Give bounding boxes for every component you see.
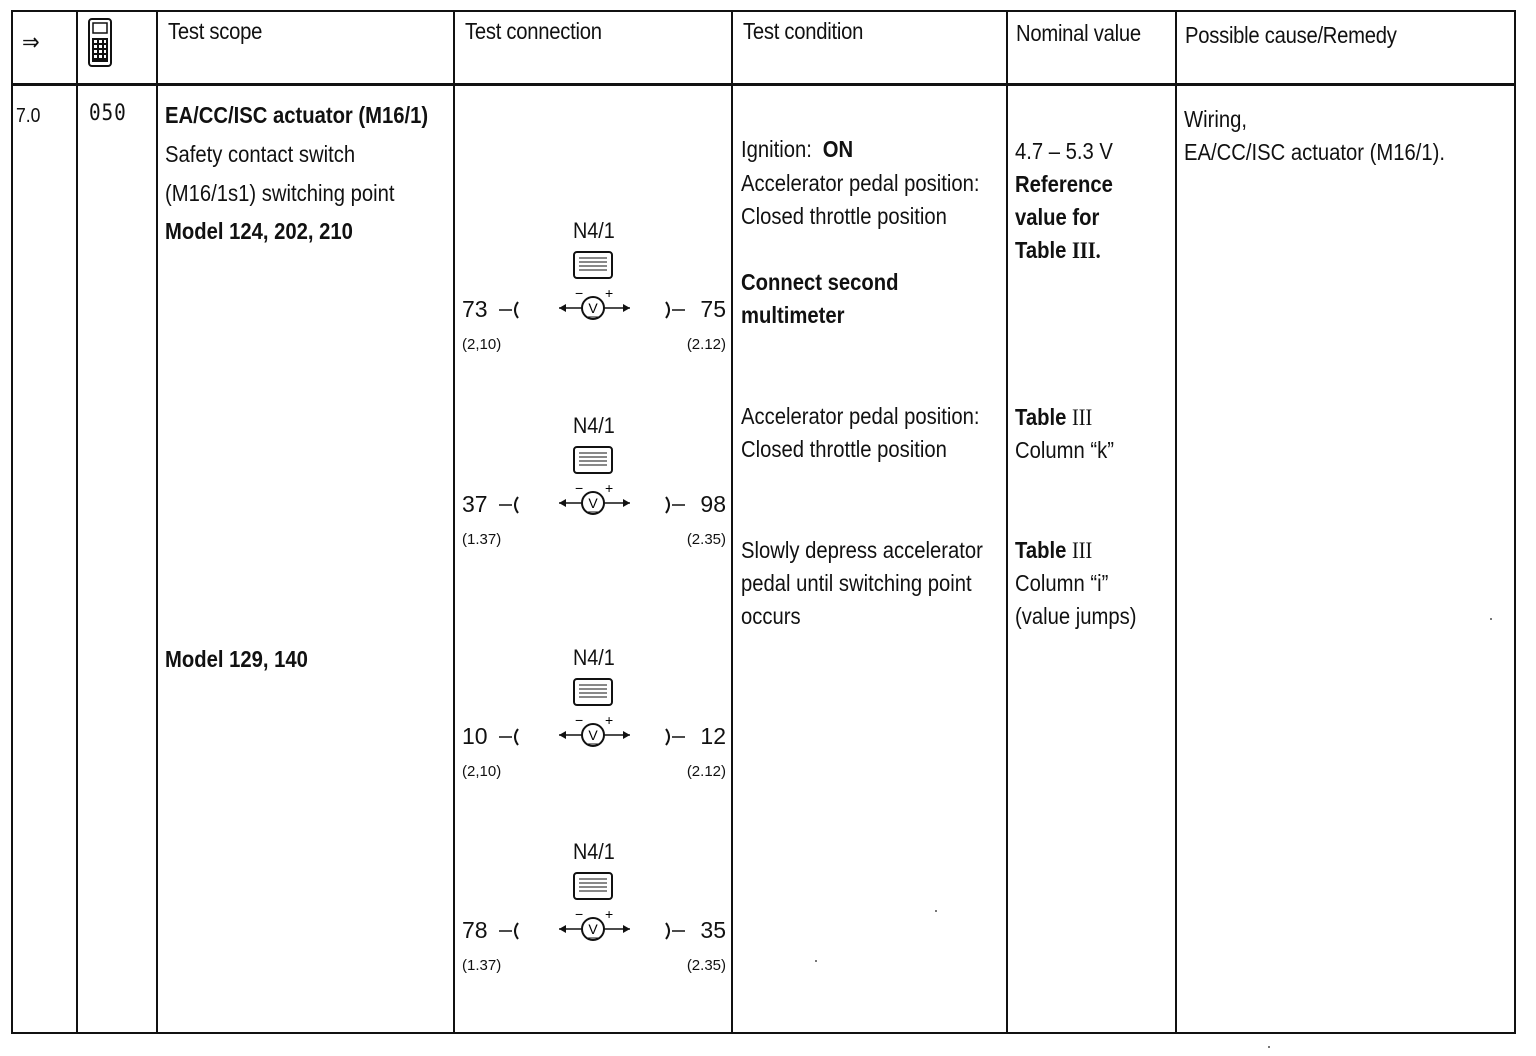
tester-code: 050 [89, 101, 127, 126]
scan-speck [815, 960, 817, 962]
left-pin: 37 [462, 491, 488, 517]
condition-3-line-1: Slowly depress accelerator [741, 537, 983, 563]
svg-text:V: V [588, 495, 598, 511]
nominal-reference-2: value for [1015, 204, 1100, 230]
right-pin-position: (2.12) [686, 763, 726, 780]
svg-text:+: + [605, 906, 614, 922]
left-pin-position: (1.37) [462, 531, 502, 548]
condition-second-meter-1: Connect second [741, 269, 899, 295]
col-divider-1 [76, 10, 78, 1034]
left-pin-position: (2,10) [462, 336, 502, 353]
left-pin-position: (2,10) [462, 763, 502, 780]
table-number: III. [1071, 238, 1101, 263]
condition-3-line-2: pedal until switching point [741, 570, 972, 596]
ignition-label: Ignition: [741, 136, 812, 162]
left-pin-position: (1.37) [462, 957, 502, 974]
left-pin: 10 [462, 723, 488, 749]
header-test-condition: Test condition [743, 18, 864, 44]
nominal-value-jumps: (value jumps) [1015, 603, 1137, 629]
scan-speck [935, 910, 937, 912]
right-pin-position: (2.35) [686, 531, 726, 548]
condition-1-line-1: Accelerator pedal position: [741, 170, 980, 196]
header-test-connection: Test connection [465, 18, 602, 44]
right-pin-position: (2.35) [686, 957, 726, 974]
svg-text:V: V [588, 300, 598, 316]
condition-2-line-1: Accelerator pedal position: [741, 403, 980, 429]
scope-model-a: Model 124, 202, 210 [165, 218, 353, 244]
nominal-column-k: Column “k” [1015, 437, 1114, 463]
scope-model-b: Model 129, 140 [165, 646, 308, 672]
unit-label: N4/1 [573, 645, 615, 670]
condition-3-line-3: occurs [741, 603, 801, 629]
svg-text:V: V [588, 921, 598, 937]
nominal-column-i: Column “i” [1015, 570, 1109, 596]
svg-text:+: + [605, 712, 614, 728]
header-nominal-value: Nominal value [1016, 20, 1141, 46]
svg-text:−: − [575, 480, 584, 496]
header-arrow: ⇒ [22, 29, 40, 56]
nominal-reference-3 [1015, 234, 1101, 267]
header-test-scope: Test scope [168, 18, 263, 44]
step-number: 7.0 [16, 105, 41, 127]
col-divider-5 [1006, 10, 1008, 1034]
nominal-table-3 [1015, 534, 1092, 567]
ignition-value: ON [822, 136, 854, 162]
right-pin: 98 [700, 491, 726, 517]
connection-diagram-2 [452, 413, 732, 563]
left-pin: 78 [462, 917, 488, 943]
connection-diagram-3 [452, 645, 732, 795]
nominal-reference-1: Reference [1015, 171, 1113, 197]
header-divider [11, 83, 1516, 86]
table-number: III [1071, 405, 1093, 430]
handheld-tester-icon [87, 18, 113, 73]
right-pin: 12 [700, 723, 726, 749]
remedy-line-2: EA/CC/ISC actuator (M16/1). [1184, 139, 1445, 165]
connection-diagram-4 [452, 839, 732, 989]
table-word: Table [1015, 237, 1067, 263]
col-divider-2 [156, 10, 158, 1034]
scope-line-2: (M16/1s1) switching point [165, 180, 395, 206]
right-pin-position: (2.12) [686, 336, 726, 353]
unit-label: N4/1 [573, 413, 615, 438]
svg-text:V: V [588, 727, 598, 743]
right-pin: 35 [700, 917, 726, 943]
scope-title: EA/CC/ISC actuator (M16/1) [165, 102, 429, 128]
table-number: III [1071, 538, 1093, 563]
connection-diagram-1 [452, 218, 732, 368]
condition-ignition [741, 133, 853, 166]
unit-label: N4/1 [573, 218, 615, 243]
svg-text:−: − [575, 906, 584, 922]
scope-line-1: Safety contact switch [165, 141, 356, 167]
left-pin: 73 [462, 296, 488, 322]
svg-text:−: − [575, 712, 584, 728]
svg-text:−: − [575, 285, 584, 301]
unit-label: N4/1 [573, 839, 615, 864]
svg-text:+: + [605, 480, 614, 496]
col-divider-6 [1175, 10, 1177, 1034]
condition-1-line-2: Closed throttle position [741, 203, 947, 229]
remedy-line-1: Wiring, [1184, 106, 1247, 132]
scan-speck [1268, 1046, 1270, 1048]
nominal-voltage: 4.7 – 5.3 V [1015, 138, 1113, 164]
nominal-table-2 [1015, 401, 1092, 434]
right-pin: 75 [700, 296, 726, 322]
condition-2-line-2: Closed throttle position [741, 436, 947, 462]
header-possible-cause: Possible cause/Remedy [1185, 22, 1397, 48]
condition-second-meter-2: multimeter [741, 302, 845, 328]
svg-text:+: + [605, 285, 614, 301]
table-word: Table [1015, 537, 1067, 563]
table-word: Table [1015, 404, 1067, 430]
scan-speck [1490, 618, 1492, 620]
